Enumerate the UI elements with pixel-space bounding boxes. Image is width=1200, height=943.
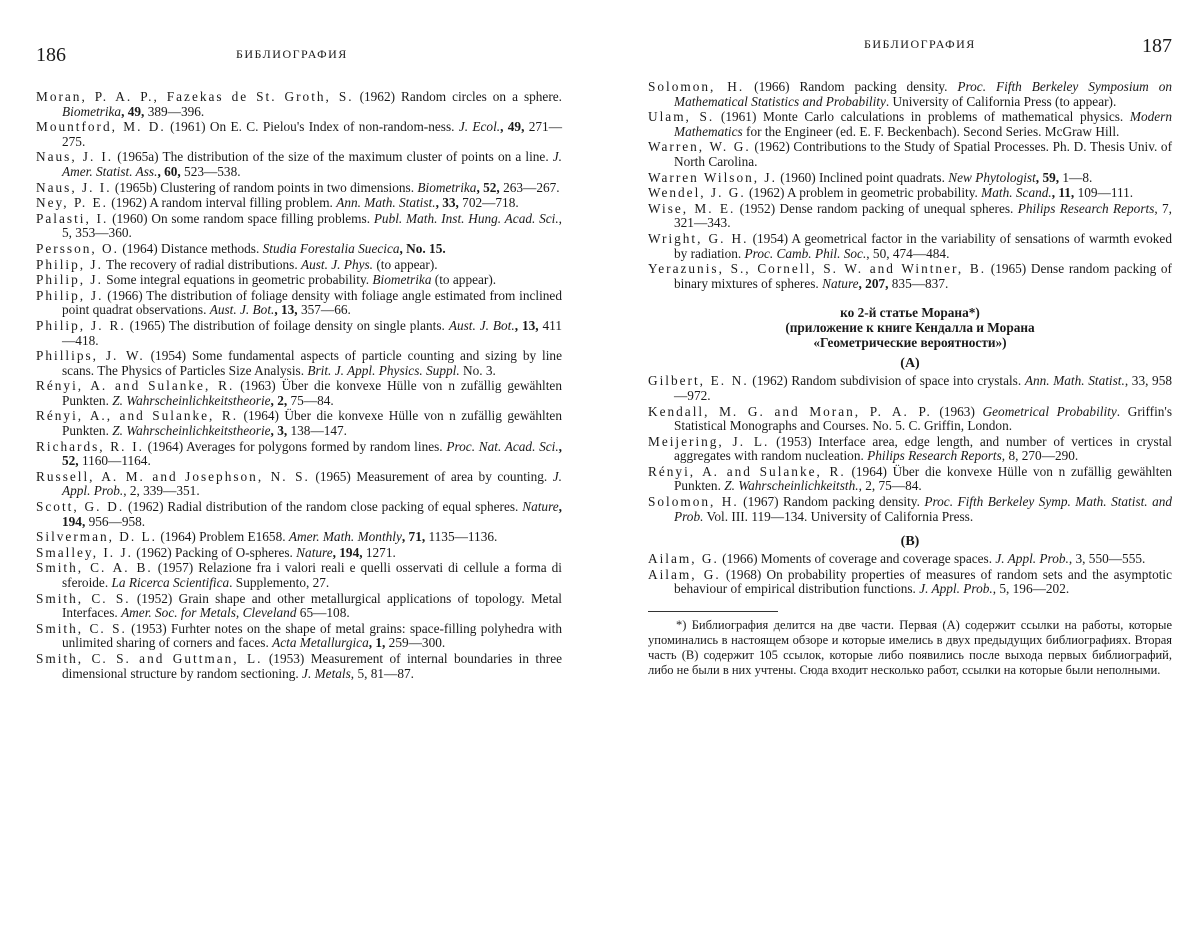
reference-pages: 271—275. bbox=[62, 119, 563, 149]
section-title bbox=[648, 305, 1172, 350]
reference-entry bbox=[36, 289, 562, 318]
reference-entry bbox=[36, 273, 562, 288]
reference-pages: 65—108. bbox=[296, 605, 350, 621]
left-page-header bbox=[36, 0, 562, 90]
page-number: 186 bbox=[36, 44, 66, 66]
reference-source: Modern Mathematics bbox=[674, 109, 1172, 139]
reference-source: Aust. J. Phys. bbox=[300, 256, 373, 272]
reference-authors: Mountford, M. D. bbox=[36, 119, 166, 135]
reference-entry bbox=[648, 186, 1172, 201]
reference-authors: Philip, J. R. bbox=[36, 317, 126, 333]
reference-authors: Solomon, H. bbox=[648, 79, 745, 94]
reference-authors: Ney, P. E. bbox=[36, 195, 108, 211]
reference-entry bbox=[36, 258, 562, 273]
right-page-header bbox=[648, 0, 1172, 90]
reference-text: (1953) Measurement of internal boundaries in three dimensional structure by random sectioning. bbox=[62, 650, 562, 681]
reference-text: (1966) Moments of coverage and coverage spaces. bbox=[718, 551, 996, 567]
reference-text: (1962) Random circles on a sphere. bbox=[353, 89, 562, 104]
reference-list bbox=[36, 90, 562, 681]
footnote-rule bbox=[648, 611, 778, 612]
reference-pages: 389—396. bbox=[144, 103, 205, 119]
reference-text: (1964) Über die konvexe Hülle von n zufällig gewählten Punkten. bbox=[674, 463, 1172, 494]
reference-authors: Phillips, J. W. bbox=[36, 348, 145, 364]
reference-source: Amer. Soc. for Metals, Cleveland bbox=[121, 605, 297, 621]
reference-volume: , 3, bbox=[270, 423, 288, 439]
reference-text: (1964) Distance methods. bbox=[118, 240, 263, 256]
reference-authors: Philip, J. bbox=[36, 272, 103, 288]
reference-entry bbox=[648, 552, 1172, 567]
reference-volume: , 11, bbox=[1051, 185, 1075, 201]
reference-text: (1952) Grain shape and other metallurgical applications of topology. Metal Interfaces. bbox=[62, 590, 562, 621]
reference-text: (1952) Dense random packing of unequal spheres. bbox=[735, 200, 1018, 216]
reference-entry bbox=[648, 568, 1172, 597]
reference-text: (1957) Relazione fra i valori reali e quelli osservati di cellule a forma di sferoide. bbox=[62, 560, 562, 590]
section-title-line: (приложение к книге Кендалла и Морана bbox=[785, 320, 1035, 336]
reference-volume: , 59, bbox=[1035, 169, 1060, 185]
reference-volume: , 13, bbox=[514, 317, 539, 333]
reference-text: (1965b) Clustering of random points in two dimensions. bbox=[111, 179, 418, 195]
reference-pages: 702—718. bbox=[458, 195, 519, 211]
reference-volume: , 60, bbox=[157, 163, 181, 179]
reference-text: (1962) A problem in geometric probability. bbox=[745, 185, 982, 201]
reference-volume: , 13, bbox=[274, 302, 298, 318]
reference-entry bbox=[36, 652, 562, 681]
reference-source: Z. Wahrscheinlichkeitstheorie bbox=[112, 423, 271, 439]
reference-pages: , 8, 270—290. bbox=[1001, 448, 1079, 464]
reference-pages: 259—300. bbox=[385, 635, 446, 651]
reference-text: (1965) Dense random packing of binary mixtures of spheres. bbox=[674, 261, 1172, 291]
reference-pages: , 7, 321—343. bbox=[674, 200, 1172, 231]
reference-authors: Wendel, J. G. bbox=[648, 185, 746, 201]
reference-volume: , 52, bbox=[62, 438, 562, 469]
reference-source: Acta Metallurgica bbox=[272, 635, 369, 651]
reference-pages: 109—111. bbox=[1074, 185, 1134, 201]
reference-list-b bbox=[648, 552, 1172, 597]
reference-authors: Philip, J. bbox=[36, 256, 103, 272]
reference-entry bbox=[36, 196, 562, 211]
reference-authors: Persson, O. bbox=[36, 240, 119, 256]
reference-pages: 523—538. bbox=[180, 163, 241, 179]
reference-volume: , 194, bbox=[62, 499, 562, 529]
reference-source: Proc. Fifth Berkeley Symp. Math. Statist. and Prob. bbox=[674, 494, 1173, 524]
reference-text: (1962) Radial distribution of the random close packing of equal spheres. bbox=[124, 499, 523, 515]
reference-text: (1966) The distribution of foliage density with foliage angle estimated from inclined point quadrat observations. bbox=[62, 287, 562, 318]
page-number: 187 bbox=[1142, 35, 1172, 57]
reference-text: (1965a) The distribution of the size of the maximum cluster of points on a line. bbox=[113, 149, 553, 165]
running-head: БИБЛИОГРАФИЯ bbox=[864, 37, 976, 51]
reference-source: Ann. Math. Statist. bbox=[1024, 373, 1125, 389]
subsection-heading-a: (A) bbox=[900, 356, 920, 372]
right-page bbox=[600, 0, 1200, 943]
reference-entry bbox=[36, 592, 562, 621]
reference-volume: , 49, bbox=[500, 119, 525, 135]
reference-pages: , 2, 75—84. bbox=[858, 478, 922, 494]
reference-authors: Smith, C. A. B. bbox=[36, 560, 153, 576]
reference-authors: Warren Wilson, J. bbox=[648, 169, 777, 185]
reference-text: (1968) On probability properties of measures of random sets and the asymptotic behaviour of empirical distribution functions. bbox=[674, 566, 1173, 597]
reference-entry bbox=[36, 440, 562, 469]
reference-pages: 1—8. bbox=[1059, 169, 1093, 185]
section-title-line: ко 2-й статье Морана*) bbox=[840, 305, 980, 321]
reference-pages: 835—837. bbox=[888, 275, 949, 291]
reference-source: Biometrika bbox=[417, 179, 477, 195]
reference-authors: Naus, J. I. bbox=[36, 149, 114, 165]
reference-source: Proc. Camb. Phil. Soc. bbox=[744, 245, 867, 261]
reference-text: (1961) Monte Carlo calculations in problems of mathematical physics. bbox=[714, 109, 1130, 125]
reference-authors: Scott, G. D. bbox=[36, 499, 125, 515]
reference-source: Amer. Math. Monthly bbox=[288, 529, 402, 545]
reference-source: Philips Research Reports bbox=[1017, 200, 1155, 216]
reference-text: (1960) Inclined point quadrats. bbox=[776, 169, 949, 185]
reference-pages: No. 3. bbox=[459, 362, 496, 378]
footnote: *) Библиография делится на две части. Первая (A) содержит ссылки на работы, которые упоминались в настоящем обзоре и которые имелись в двух предыдущих библиографиях. Вторая часть (B) содержит 105 ссылок, которые либо появились после выхода первых библиографий, либо не были в них учтены. Сюда входит несколько работ, ссылки на которые были неполными. bbox=[648, 618, 1172, 678]
reference-text: (1963) bbox=[931, 403, 983, 419]
reference-pages: , 5, 81—87. bbox=[350, 665, 414, 681]
reference-pages: , 2, 339—351. bbox=[123, 483, 200, 499]
reference-entry bbox=[36, 622, 562, 651]
reference-volume: , 2, bbox=[270, 392, 288, 408]
reference-source: La Ricerca Scientifica bbox=[111, 575, 230, 590]
reference-text: (1964) Problem E1658. bbox=[157, 529, 289, 545]
reference-source: Biometrika bbox=[372, 272, 432, 288]
reference-entry bbox=[648, 405, 1172, 434]
reference-pages: 75—84. bbox=[287, 392, 334, 408]
reference-pages: Vol. III. 119—134. University of California Press. bbox=[703, 508, 974, 524]
reference-authors: Meijering, J. L. bbox=[648, 433, 770, 449]
reference-entry bbox=[36, 212, 562, 241]
reference-source: Publ. Math. Inst. Hung. Acad. Sci. bbox=[373, 210, 559, 226]
reference-entry bbox=[36, 181, 562, 196]
reference-entry bbox=[36, 379, 562, 408]
reference-text: (1953) Interface area, edge length, and number of vertices in crystal aggregates with random nucleation. bbox=[674, 433, 1172, 464]
reference-text: (1965) Measurement of area by counting. bbox=[309, 468, 553, 484]
reference-text: (1967) Random packing density. bbox=[738, 494, 925, 510]
reference-source: Aust. J. Bot. bbox=[209, 302, 275, 318]
reference-source: Aust. J. Bot. bbox=[448, 317, 515, 333]
reference-pages: 411—418. bbox=[62, 317, 562, 348]
reference-source: J. Appl. Prob. bbox=[995, 551, 1069, 567]
reference-pages: , 50, 474—484. bbox=[866, 245, 950, 261]
reference-authors: Ulam, S. bbox=[648, 109, 715, 125]
reference-entry bbox=[36, 150, 562, 179]
reference-source: Proc. Fifth Berkeley Symposium on Mathematical Statistics and Probability bbox=[674, 79, 1172, 109]
reference-volume: , 71, bbox=[401, 529, 426, 545]
reference-authors: Silverman, D. L. bbox=[36, 529, 158, 545]
reference-source: Z. Wahrscheinlichkeitstheorie bbox=[112, 392, 271, 408]
reference-pages: 1271. bbox=[362, 544, 396, 560]
reference-entry bbox=[36, 530, 562, 545]
reference-pages: (to appear). bbox=[431, 272, 497, 288]
reference-authors: Warren, W. G. bbox=[648, 139, 751, 155]
reference-entry bbox=[36, 90, 562, 119]
reference-source: Math. Scand. bbox=[981, 185, 1052, 201]
reference-text: (1966) Random packing density. bbox=[744, 79, 958, 94]
reference-authors: Philip, J. bbox=[36, 287, 104, 303]
reference-authors: Yerazunis, S., Cornell, S. W. and Wintner, B. bbox=[648, 261, 987, 277]
reference-text: The recovery of radial distributions. bbox=[102, 256, 301, 272]
reference-source: J. Appl. Prob. bbox=[62, 468, 562, 499]
reference-list-a bbox=[648, 374, 1172, 524]
subsection-heading-b: (B) bbox=[900, 534, 920, 550]
reference-entry bbox=[36, 319, 562, 348]
reference-text: (1962) Random subdivision of space into crystals. bbox=[748, 373, 1025, 389]
reference-entry bbox=[648, 202, 1172, 231]
reference-source: New Phytologist bbox=[948, 169, 1036, 185]
reference-source: J. Appl. Prob. bbox=[919, 581, 993, 597]
reference-entry bbox=[648, 140, 1172, 169]
reference-source: Brit. J. Appl. Physics. Suppl. bbox=[307, 362, 460, 378]
reference-authors: Wright, G. H. bbox=[648, 230, 749, 246]
reference-text: (1962) Packing of O-spheres. bbox=[132, 544, 297, 560]
reference-entry bbox=[36, 242, 562, 257]
reference-text: (1964) Averages for polygons formed by random lines. bbox=[143, 438, 447, 454]
reference-volume: , 33, bbox=[435, 195, 459, 211]
reference-entry bbox=[36, 561, 562, 590]
reference-text: (1965) The distribution of foilage density on single plants. bbox=[125, 317, 449, 333]
reference-pages: 1135—1136. bbox=[425, 529, 498, 545]
reference-entry bbox=[648, 435, 1172, 464]
reference-authors: Kendall, M. G. and Moran, P. A. P. bbox=[648, 403, 932, 419]
reference-source: Z. Wahrscheinlichkeitsth. bbox=[724, 478, 859, 494]
reference-text: (1964) Über die konvexe Hülle von n zufällig gewählten Punkten. bbox=[62, 408, 562, 439]
reference-pages: , 3, 550—555. bbox=[1068, 551, 1146, 567]
reference-entry bbox=[648, 495, 1172, 524]
reference-text: Some integral equations in geometric probability. bbox=[102, 272, 373, 288]
reference-text: (1962) A random interval filling problem. bbox=[107, 195, 337, 211]
reference-authors: Ailam, G. bbox=[648, 551, 719, 567]
reference-pages: . Griffin's Statistical Monographs and Courses. No. 5. C. Griffin, London. bbox=[674, 403, 1172, 434]
reference-text: (1962) Contributions to the Study of Spatial Processes. Ph. D. Thesis Univ. of North Carolina. bbox=[674, 139, 1173, 169]
reference-entry bbox=[648, 171, 1172, 186]
reference-source: Nature bbox=[296, 544, 333, 560]
reference-source: J. Amer. Statist. Ass. bbox=[62, 149, 562, 179]
reference-source: Studia Forestalia Suecica bbox=[262, 240, 400, 256]
reference-entry bbox=[36, 546, 562, 561]
reference-authors: Smith, C. S. bbox=[36, 590, 131, 606]
reference-authors: Rényi, A., and Sulanke, R. bbox=[36, 408, 239, 424]
reference-entry bbox=[36, 120, 562, 149]
reference-source: Ann. Math. Statist. bbox=[336, 195, 436, 211]
reference-authors: Wise, M. E. bbox=[648, 200, 736, 216]
reference-volume: , 1, bbox=[368, 635, 386, 651]
reference-text: (1961) On E. C. Pielou's Index of non-random-ness. bbox=[165, 119, 459, 135]
reference-authors: Palasti, I. bbox=[36, 210, 109, 226]
reference-authors: Russell, A. M. and Josephson, N. S. bbox=[36, 468, 310, 484]
reference-authors: Rényi, A. and Sulanke, R. bbox=[648, 463, 846, 479]
reference-authors: Moran, P. A. P., Fazekas de St. Groth, S. bbox=[36, 89, 354, 104]
reference-list bbox=[648, 80, 1172, 291]
reference-pages: 1160—1164. bbox=[78, 453, 151, 469]
reference-volume: , No. 15. bbox=[399, 240, 446, 256]
section-title-line: «Геометрические вероятности») bbox=[813, 335, 1007, 351]
reference-pages: for the Engineer (ed. E. F. Beckenbach). Second Series. McGraw Hill. bbox=[742, 123, 1120, 139]
reference-text: (1954) A geometrical factor in the variability of sensations of warmth evoked by radiation. bbox=[674, 230, 1172, 261]
reference-entry bbox=[36, 349, 562, 378]
reference-authors: Smith, C. S. bbox=[36, 620, 127, 636]
reference-entry bbox=[648, 232, 1172, 261]
reference-source: J. Metals bbox=[302, 665, 351, 681]
reference-entry bbox=[36, 409, 562, 438]
reference-text: (1963) Über die konvexe Hülle von n zufällig gewählten Punkten. bbox=[62, 378, 562, 408]
reference-text: (1954) Some fundamental aspects of particle counting and sizing by line scans. The Physics of Particles Size Analysis. bbox=[62, 348, 562, 378]
reference-entry bbox=[648, 110, 1172, 139]
reference-volume: , 49, bbox=[121, 103, 145, 119]
reference-source: Geometrical Probability bbox=[982, 403, 1117, 419]
reference-source: Nature bbox=[522, 499, 559, 515]
reference-source: Biometrika bbox=[62, 103, 122, 119]
reference-pages: . Supplemento, 27. bbox=[229, 575, 330, 590]
running-head: БИБЛИОГРАФИЯ bbox=[236, 47, 348, 61]
reference-entry bbox=[36, 500, 562, 529]
reference-volume: , 52, bbox=[476, 179, 500, 195]
reference-authors: Smalley, I. J. bbox=[36, 544, 133, 560]
reference-authors: Richards, R. I. bbox=[36, 438, 144, 454]
reference-text: (1960) On some random space filling problems. bbox=[108, 210, 374, 226]
reference-entry bbox=[36, 470, 562, 499]
reference-pages: 956—958. bbox=[85, 513, 146, 529]
reference-authors: Solomon, H. bbox=[648, 494, 739, 510]
reference-entry bbox=[648, 374, 1172, 403]
reference-authors: Ailam, G. bbox=[648, 566, 721, 582]
reference-pages: 357—66. bbox=[297, 302, 351, 318]
reference-volume: , 207, bbox=[858, 275, 889, 291]
reference-source: Nature bbox=[822, 275, 859, 291]
reference-authors: Rényi, A. and Sulanke, R. bbox=[36, 378, 235, 394]
reference-source: Philips Research Reports bbox=[867, 448, 1002, 464]
reference-source: Proc. Nat. Acad. Sci. bbox=[446, 438, 559, 454]
reference-entry bbox=[648, 465, 1172, 494]
reference-pages: , 33, 958—972. bbox=[674, 373, 1172, 403]
reference-volume: , 194, bbox=[332, 544, 363, 560]
reference-authors: Naus, J. I. bbox=[36, 179, 112, 195]
reference-pages: 263—267. bbox=[499, 179, 560, 195]
reference-pages: , 5, 196—202. bbox=[992, 581, 1070, 597]
reference-source: J. Ecol. bbox=[458, 119, 501, 135]
reference-pages: . University of California Press (to appear). bbox=[885, 93, 1117, 109]
reference-text: (1953) Furhter notes on the shape of metal grains: space-filling polyhedra with unlimited sharing of corners and faces. bbox=[62, 620, 562, 651]
reference-authors: Smith, C. S. and Guttman, L. bbox=[36, 650, 263, 666]
reference-authors: Gilbert, E. N. bbox=[648, 373, 749, 389]
reference-entry bbox=[648, 262, 1172, 291]
reference-pages: , 5, 353—360. bbox=[62, 210, 562, 241]
reference-pages: (to appear). bbox=[373, 256, 438, 272]
reference-pages: 138—147. bbox=[287, 423, 348, 439]
